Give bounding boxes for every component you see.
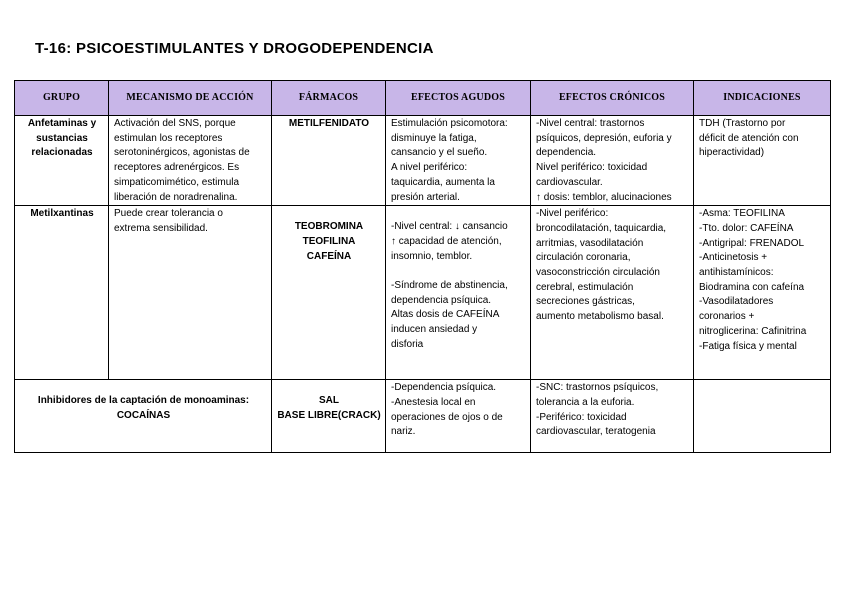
cell-line: taquicardia, aumenta la [391, 176, 495, 188]
cell-line: aumento metabolismo basal. [536, 311, 664, 323]
blank-line [391, 264, 526, 279]
cell-line: METILFENIDATO [288, 118, 370, 129]
cell-line: broncodilatación, taquicardia, [536, 222, 667, 234]
cell-line: secreciones gástricas, [536, 296, 635, 308]
cell-line: inducen ansiedad y [391, 324, 478, 336]
table-row [15, 116, 831, 206]
cell-line: Inhibidores de la captación de monoaminas: [37, 395, 250, 407]
cell-line: Metilxantinas [30, 208, 94, 220]
cell-line: psíquicos, depresión, euforia y [536, 132, 672, 144]
cell-line: circulación coronaria, [536, 252, 631, 264]
cell-line: CAFEÍNA [306, 250, 352, 262]
cell-line: antihistamínicos: [699, 267, 774, 279]
cell-farmacos [272, 116, 386, 206]
header-mecanismo: MECANISMO DE ACCIÓN [109, 81, 272, 116]
cell-line: Altas dosis de CAFEÍNA [391, 309, 500, 321]
cell-line: COCAÍNAS [116, 409, 171, 421]
cell-line: cansancio y el sueño. [391, 147, 488, 159]
cell-line: cardiovascular. [536, 176, 603, 188]
drug-table [14, 80, 831, 453]
cell-indicaciones [694, 206, 831, 380]
cell-line: TDH (Trastorno por [699, 118, 786, 129]
cell-line: simpaticomimético, estimula [114, 176, 240, 188]
cell-efectos-agudos [386, 380, 531, 453]
page-title: T-16: PSICOESTIMULANTES Y DROGODEPENDENCIA [35, 40, 434, 57]
table-header-row [15, 81, 831, 116]
cell-line: Nivel periférico: toxicidad [536, 162, 648, 174]
cell-line: cerebral, estimulación [536, 281, 634, 293]
cell-line: BASE LIBRE(CRACK) [277, 409, 381, 421]
cell-grupo [15, 116, 109, 206]
cell-line: TEOFILINA [302, 235, 356, 247]
cell-line: relacionadas [31, 147, 93, 159]
cell-line: Activación del SNS, porque [114, 118, 236, 129]
cell-indicaciones-empty [694, 380, 831, 453]
cell-line: -Nivel central: ↓ cansancio [391, 221, 508, 233]
cell-line: serotoninérgicos, agonistas de [114, 147, 250, 159]
cell-line: A nivel periférico: [391, 162, 468, 174]
cell-line: -Nivel central: trastornos [536, 118, 645, 129]
cell-efectos-cronicos [531, 380, 694, 453]
cell-line: coronarios + [699, 311, 755, 323]
cell-line: -Nivel periférico: [536, 208, 609, 220]
cell-mecanismo [109, 206, 272, 380]
cell-line: déficit de atención con [699, 132, 799, 144]
cell-line: tolerancia a la euforia. [536, 396, 635, 408]
cell-line: Puede crear tolerancia o [114, 208, 223, 220]
cell-efectos-cronicos [531, 116, 694, 206]
cell-line: dependencia. [536, 147, 597, 159]
cell-grupo [15, 206, 109, 380]
cell-line: -Tto. dolor: CAFEÍNA [699, 222, 794, 234]
cell-line: ↑ capacidad de atención, [391, 235, 502, 247]
cell-line: -SNC: trastornos psíquicos, [536, 382, 659, 394]
cell-line: -Periférico: toxicidad [536, 411, 627, 423]
header-efectos-agudos: EFECTOS AGUDOS [386, 81, 531, 116]
cell-line: TEOBROMINA [294, 221, 364, 233]
cell-line: hiperactividad) [699, 147, 765, 159]
cell-efectos-cronicos [531, 206, 694, 380]
cell-line: arritmias, vasodilatación [536, 237, 644, 249]
cell-line: liberación de noradrenalina. [114, 191, 238, 203]
cell-grupo [15, 380, 272, 453]
cell-farmacos [272, 380, 386, 453]
cell-line: -Síndrome de abstinencia, [391, 280, 508, 292]
cell-line: presión arterial. [391, 191, 460, 203]
cell-line: operaciones de ojos o de [391, 411, 503, 423]
cell-line: SAL [319, 395, 339, 407]
cell-line: vasoconstricción circulación [536, 267, 660, 279]
header-grupo: GRUPO [15, 81, 109, 116]
table-row [15, 206, 831, 380]
cell-line: -Antigripal: FRENADOL [699, 237, 805, 249]
cell-efectos-agudos [386, 116, 531, 206]
cell-line: nitroglicerina: Cafinitrina [699, 325, 807, 337]
cell-line: -Dependencia psíquica. [391, 382, 497, 394]
cell-line: receptores adrenérgicos. Es [114, 162, 240, 174]
cell-line: disminuye la fatiga, [391, 132, 477, 144]
cell-line: nariz. [391, 426, 416, 438]
cell-efectos-agudos [386, 206, 531, 380]
cell-line: -Anticinetosis + [699, 252, 768, 264]
cell-line: -Vasodilatadores [699, 296, 774, 308]
cell-line: Estimulación psicomotora: [391, 118, 508, 129]
cell-line: ↑ dosis: temblor, alucinaciones [536, 191, 672, 203]
table-row [15, 380, 831, 453]
header-farmacos: FÁRMACOS [272, 81, 386, 116]
cell-line: insomnio, temblor. [391, 250, 473, 262]
cell-line: sustancias [36, 132, 88, 144]
cell-line: disforia [391, 338, 424, 350]
cell-line: -Anestesia local en [391, 396, 476, 408]
cell-line: estimulan los receptores [114, 132, 223, 144]
cell-line: Anfetaminas y [27, 118, 97, 129]
cell-farmacos [272, 206, 386, 380]
cell-line: Biodramina con cafeína [699, 281, 805, 293]
cell-line: dependencia psíquica. [391, 294, 492, 306]
cell-line: extrema sensibilidad. [114, 222, 208, 234]
header-efectos-cronicos: EFECTOS CRÓNICOS [531, 81, 694, 116]
cell-line: -Asma: TEOFILINA [699, 208, 785, 220]
cell-line: -Fatiga física y mental [699, 340, 797, 352]
cell-mecanismo [109, 116, 272, 206]
header-indicaciones: INDICACIONES [694, 81, 831, 116]
cell-line: cardiovascular, teratogenia [536, 426, 656, 438]
cell-indicaciones [694, 116, 831, 206]
